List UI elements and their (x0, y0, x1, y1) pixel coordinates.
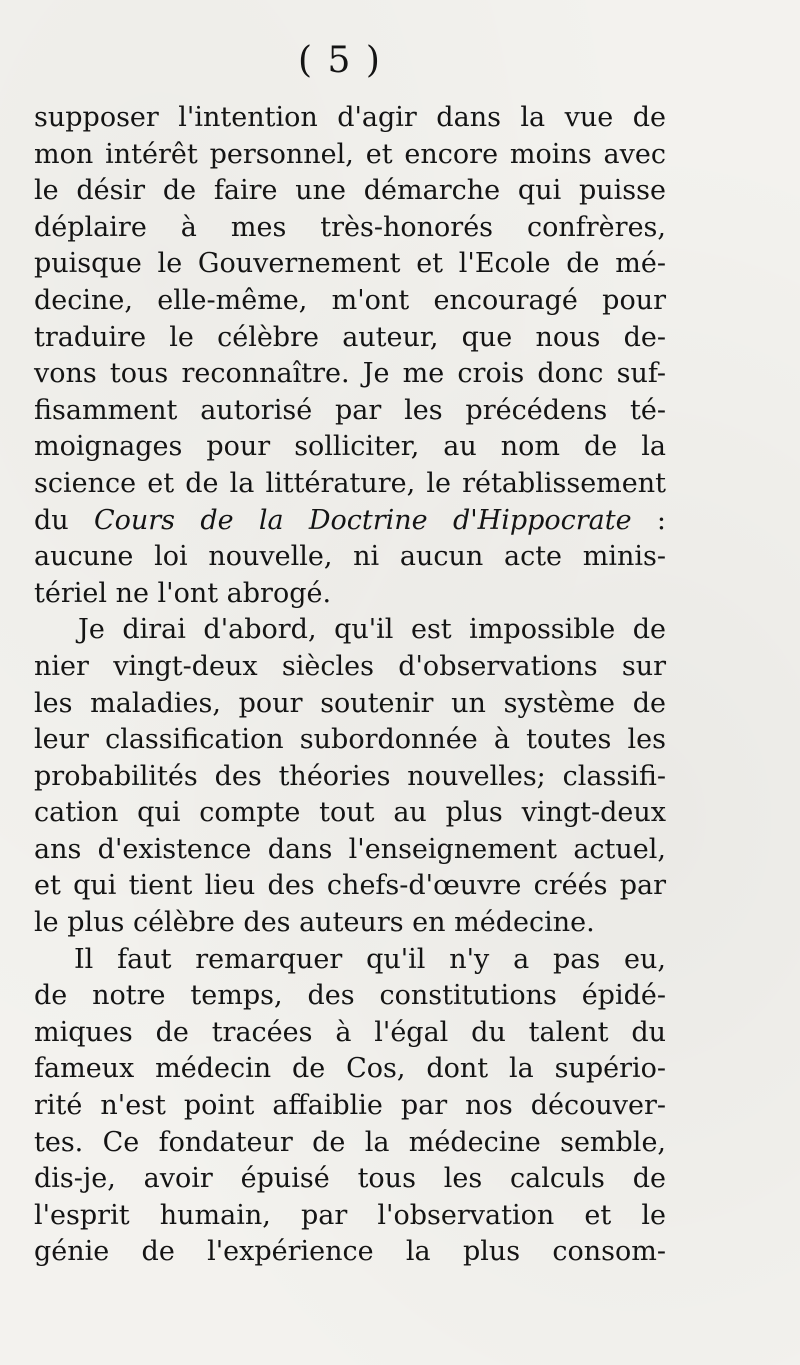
text-line-with-title (34, 503, 666, 540)
text-line: aucune loi nouvelle, ni aucun acte minis- (34, 541, 666, 573)
text-line: traduire le célèbre auteur, que nous de- (34, 321, 666, 353)
text-fragment: : (631, 504, 667, 536)
text-line: science et de la littérature, le rétablissement (34, 467, 666, 499)
book-title: Cours de la Doctrine d'Hippocrate (93, 504, 632, 536)
text-line: mon intérêt personnel, et encore moins avec (34, 138, 666, 170)
text-line: le plus célèbre des auteurs en médecine. (34, 907, 595, 939)
text-line: cation qui compte tout au plus vingt-deux (34, 797, 666, 829)
text-line: puisque le Gouvernement et l'Ecole de mé- (34, 248, 666, 280)
text-line: nier vingt-deux siècles d'observations sur (34, 650, 666, 682)
text-line: moignages pour solliciter, au nom de la (34, 431, 666, 463)
text-line: rité n'est point affaiblie par nos découver- (34, 1090, 666, 1122)
text-line: ans d'existence dans l'enseignement actuel, (34, 833, 666, 865)
text-line: et qui tient lieu des chefs-d'œuvre créés par (34, 870, 666, 902)
text-line: tes. Ce fondateur de la médecine semble, (34, 1126, 666, 1158)
page-number: ( 5 ) (298, 40, 382, 81)
text-line: fameux médecin de Cos, dont la supério- (34, 1053, 666, 1085)
text-line: de notre temps, des constitutions épidé- (34, 980, 666, 1012)
text-line: miques de tracées à l'égal du talent du (34, 1016, 666, 1048)
text-line: tériel ne l'ont abrogé. (34, 577, 332, 609)
text-line: decine, elle-même, m'ont encouragé pour (34, 284, 666, 316)
body-text (34, 100, 666, 1271)
text-line: les maladies, pour soutenir un système de (34, 687, 666, 719)
text-line: dis-je, avoir épuisé tous les calculs de (34, 1163, 666, 1195)
paragraph-start-line: Je dirai d'abord, qu'il est impossible de (78, 614, 666, 646)
paragraph-start-line: Il faut remarquer qu'il n'y a pas eu, (74, 943, 666, 975)
text-line: fisamment autorisé par les précédens té- (34, 394, 666, 426)
text-line: vons tous reconnaître. Je me crois donc suf- (34, 358, 666, 390)
text-line: supposer l'intention d'agir dans la vue de (34, 102, 666, 133)
text-line: génie de l'expérience la plus consom- (34, 1236, 666, 1268)
text-line: l'esprit humain, par l'observation et le (34, 1199, 666, 1231)
text-line: probabilités des théories nouvelles; classifi- (34, 760, 666, 792)
text-fragment: du (34, 504, 94, 536)
text-line: leur classification subordonnée à toutes les (34, 724, 666, 756)
text-line: le désir de faire une démarche qui puisse (34, 175, 666, 207)
text-line: déplaire à mes très-honorés confrères, (34, 211, 666, 243)
